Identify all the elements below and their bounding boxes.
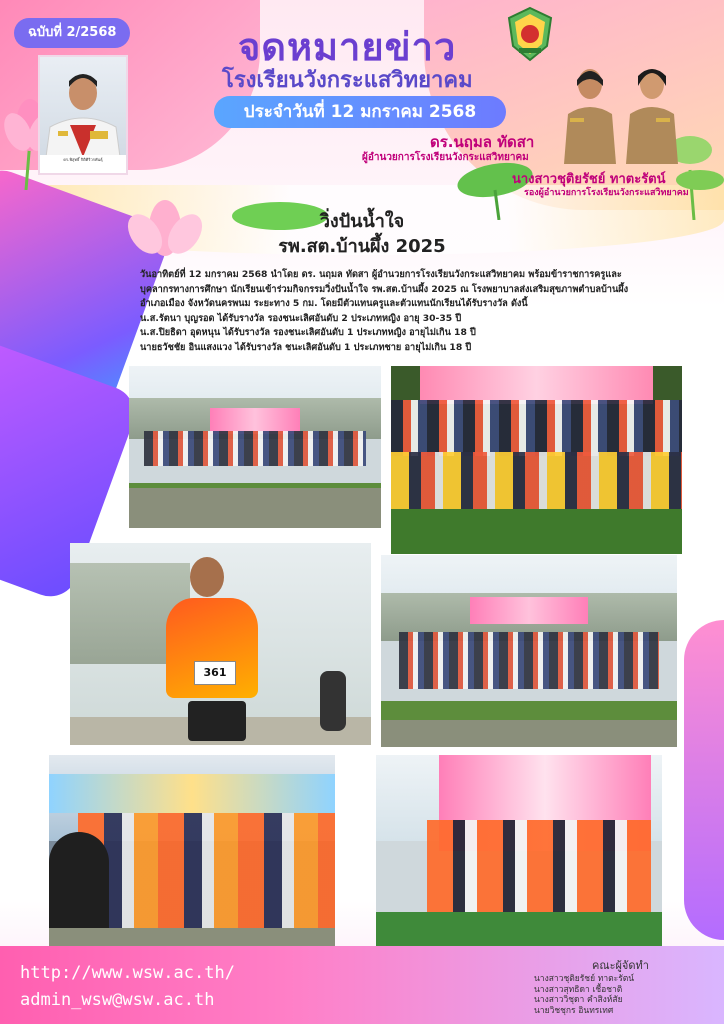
director-portrait xyxy=(38,55,128,175)
credit-name: นางสาววิชุดา คำสิงห์สัย xyxy=(534,995,623,1005)
article-paragraph: วันอาทิตย์ที่ 12 มกราคม 2568 นำโดย ดร. นฤมล ทัดสา ผู้อำนวยการโรงเรียนวังกระแสวิทยาคม พร้อมข้าราชการครูและ xyxy=(140,269,622,280)
director-photo xyxy=(560,56,620,164)
deputy-name: นางสาวชุติยรัชย์ ทาตะรัตน์ xyxy=(512,172,666,187)
credit-name: นายวิชชุกร อินทรเทศ xyxy=(534,1005,614,1016)
director-title: ผู้อำนวยการโรงเรียนวังกระแสวิทยาคม xyxy=(362,152,529,163)
issue-badge: ฉบับที่ 2/2568 xyxy=(14,18,130,48)
date-banner: ประจำวันที่ 12 มกราคม 2568 xyxy=(214,96,506,128)
group-photo-3 xyxy=(381,555,677,747)
email-link[interactable]: admin_wsw@wsw.ac.th xyxy=(20,990,215,1010)
school-emblem-icon xyxy=(505,6,555,62)
credits-list xyxy=(534,974,634,1016)
award-line: น.ส.รัตนา บุญรอด ได้รับรางวัล รองชนะเลิศอันดับ 2 ประเภทหญิง อายุ 30-35 ปี xyxy=(140,312,462,324)
award-line: น.ส.ปิยธิดา อุดหนุน ได้รับรางวัล รองชนะเลิศอันดับ 1 ประเภทหญิง อายุไม่เกิน 18 ปี xyxy=(140,327,476,339)
director-name: ดร.นฤมล ทัดสา xyxy=(430,133,535,151)
award-ceremony-photo xyxy=(376,755,662,947)
decor-right-gradient-strip xyxy=(684,620,724,940)
article-paragraph: อำเภอเมือง จังหวัดนครพนม ระยะทาง 5 กม. โดยมีตัวแทนครูและตัวแทนนักเรียนได้รับรางวัล ดังนี้ xyxy=(140,298,528,310)
article-subtitle: รพ.สต.บ้านผึ้ง 2025 xyxy=(278,236,446,257)
award-line: นายธวัชชัย อินแสงแวง ได้รับรางวัล ชนะเลิศอันดับ 1 ประเภทชาย อายุไม่เกิน 18 ปี xyxy=(140,341,472,353)
deputy-title: รองผู้อำนวยการโรงเรียนวังกระแสวิทยาคม xyxy=(524,188,689,198)
deputy-director-photo xyxy=(622,56,682,164)
school-name: โรงเรียนวังกระแสวิทยาคม xyxy=(222,68,473,93)
article-title: วิ่งปันน้ำใจ xyxy=(319,211,405,232)
runner-photo xyxy=(70,543,371,745)
newsletter-title: จดหมายข่าว xyxy=(238,25,457,69)
portrait-caption: ดร.พิสุทธิ์ กิติศิริวรพันธุ์ xyxy=(40,155,126,173)
group-photo-2 xyxy=(391,366,682,554)
race-bib: 361 xyxy=(194,661,236,685)
person-portrait-icon xyxy=(40,57,126,157)
group-photo-1 xyxy=(129,366,381,528)
article-paragraph: บุคลากรทางการศึกษา นักเรียนเข้าร่วมกิจกรรมวิ่งปันน้ำใจ รพ.สต.บ้านผึ้ง 2025 ณ โรงพยาบาลส่งเสริมสุขภาพตำบลบ้านผึ้ง xyxy=(140,283,629,295)
article-body xyxy=(140,268,700,356)
credit-name: นางสาวสุทธิดา เชื้อชาติ xyxy=(534,984,623,995)
credit-name: นางสาวชุติยรัชย์ ทาตะรัตน์ xyxy=(534,974,635,984)
students-photo xyxy=(49,755,335,947)
website-link[interactable]: http://www.wsw.ac.th/ xyxy=(20,963,235,983)
credits-heading: คณะผู้จัดทำ xyxy=(592,959,649,972)
